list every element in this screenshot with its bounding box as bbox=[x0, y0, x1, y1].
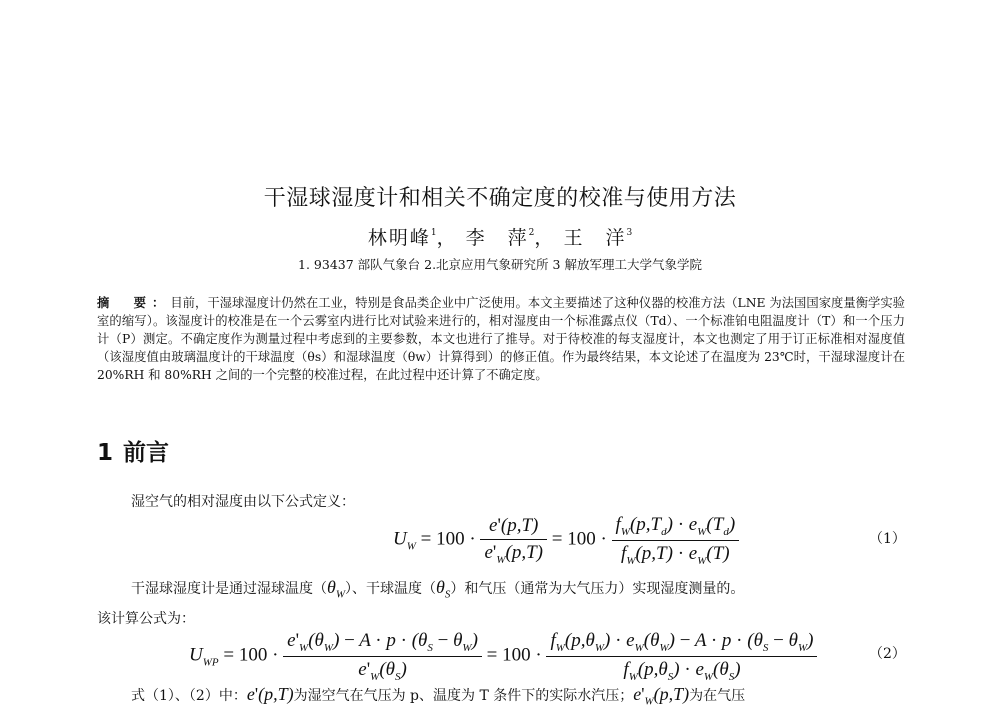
paragraph bbox=[131, 684, 745, 708]
author-name: 王 洋 bbox=[563, 227, 627, 249]
paper-title: 干湿球湿度计和相关不确定度的校准与使用方法 bbox=[263, 186, 737, 211]
paragraph-text: 式（1）、（2）中： bbox=[131, 688, 247, 704]
inline-formula: e'(p,T) bbox=[246, 684, 294, 704]
paragraph-text: ）和气压（通常为大气压力）实现湿度测量的。 bbox=[450, 581, 745, 597]
affiliations: 1. 93437 部队气象台 2.北京应用气象研究所 3 解放军理工大学气象学院 bbox=[298, 257, 702, 272]
equation-number: （2） bbox=[869, 646, 906, 662]
paragraph-text: ）、干球温度（ bbox=[345, 581, 437, 597]
abstract-label: 摘 要： bbox=[97, 296, 171, 310]
abstract bbox=[97, 294, 905, 384]
inline-formula: $e'_W(p,T)$ bbox=[633, 684, 690, 708]
theta-s-symbol: $\theta_S$ bbox=[436, 577, 451, 601]
section-title: 前言 bbox=[123, 440, 170, 466]
author-list bbox=[0, 223, 1000, 250]
paragraph: 湿空气的相对湿度由以下公式定义： bbox=[131, 494, 355, 510]
author-affil-mark: 2 bbox=[528, 228, 535, 238]
paragraph-text: 为湿空气在气压为 p、温度为 T 条件下的实际水汽压； bbox=[293, 688, 634, 704]
author-affil-mark: 3 bbox=[626, 228, 633, 238]
paragraph: 该计算公式为： bbox=[97, 611, 195, 627]
author-name: 林明峰 bbox=[367, 227, 431, 249]
author-name: 李 萍 bbox=[465, 227, 529, 249]
abstract-text: 目前，干湿球湿度计仍然在工业，特别是食品类企业中广泛使用。本文主要描述了这种仪器的校准方法（LNE 为法国国家度量衡学实验室的缩写）。该湿度计的校准是在一个云雾室内进行比对试验来进行的，相对湿度由一个标准露点仪（Td）、一个标准铂电阻温度计（T）和一个压力计（P）测定。不确定度作为测量过程中考虑到的主要参数，本文也进行了推导。对于待校准的每支湿度计，本文也测定了用于订正标准相对湿度值（该湿度值由玻璃温度计的干球温度（θs）和湿球温度（θw）计算得到）的修正值。作为最终结果，本文论述了在温度为 23℃时，干湿球湿度计在 20%RH 和 80%RH 之间的一个完整的校准过程，在此过程中还计算了不确定度。 bbox=[97, 296, 905, 382]
paragraph-text: 干湿球湿度计是通过湿球温度（ bbox=[131, 581, 327, 597]
equation-2: $U_{WP} = 100$ · $\frac{e'_W(\theta_W) - A \cdot p \cdot (\theta_S - \theta_W)}{e'_W(\theta_S)}$ = 100 · $\frac{f_W(p,\theta_W) \cdot e_W(\theta_W) - A \cdot p \cdot (\theta_S - \theta_W)}{f_W(p,\theta_S) \cdot e_W(\theta_S)}$ bbox=[189, 630, 817, 683]
equation-number: （1） bbox=[869, 531, 906, 547]
author-separator: ， bbox=[436, 227, 458, 249]
equation-1: $U_W = 100$ · $\frac{e'(p,T)}{e'_W(p,T)}$ = 100 · $\frac{f_W(p,T_d) \cdot e_W(T_d)}{f_W(p,T) \cdot e_W(T)}$ bbox=[393, 514, 739, 567]
paragraph bbox=[131, 577, 906, 601]
section-number: 1 bbox=[97, 440, 114, 466]
theta-w-symbol: $\theta_W$ bbox=[327, 577, 346, 601]
paragraph-text: 为在气压 bbox=[689, 688, 746, 704]
section-heading bbox=[97, 434, 169, 467]
author-separator: ， bbox=[534, 227, 556, 249]
author-affil-mark: 1 bbox=[430, 228, 437, 238]
